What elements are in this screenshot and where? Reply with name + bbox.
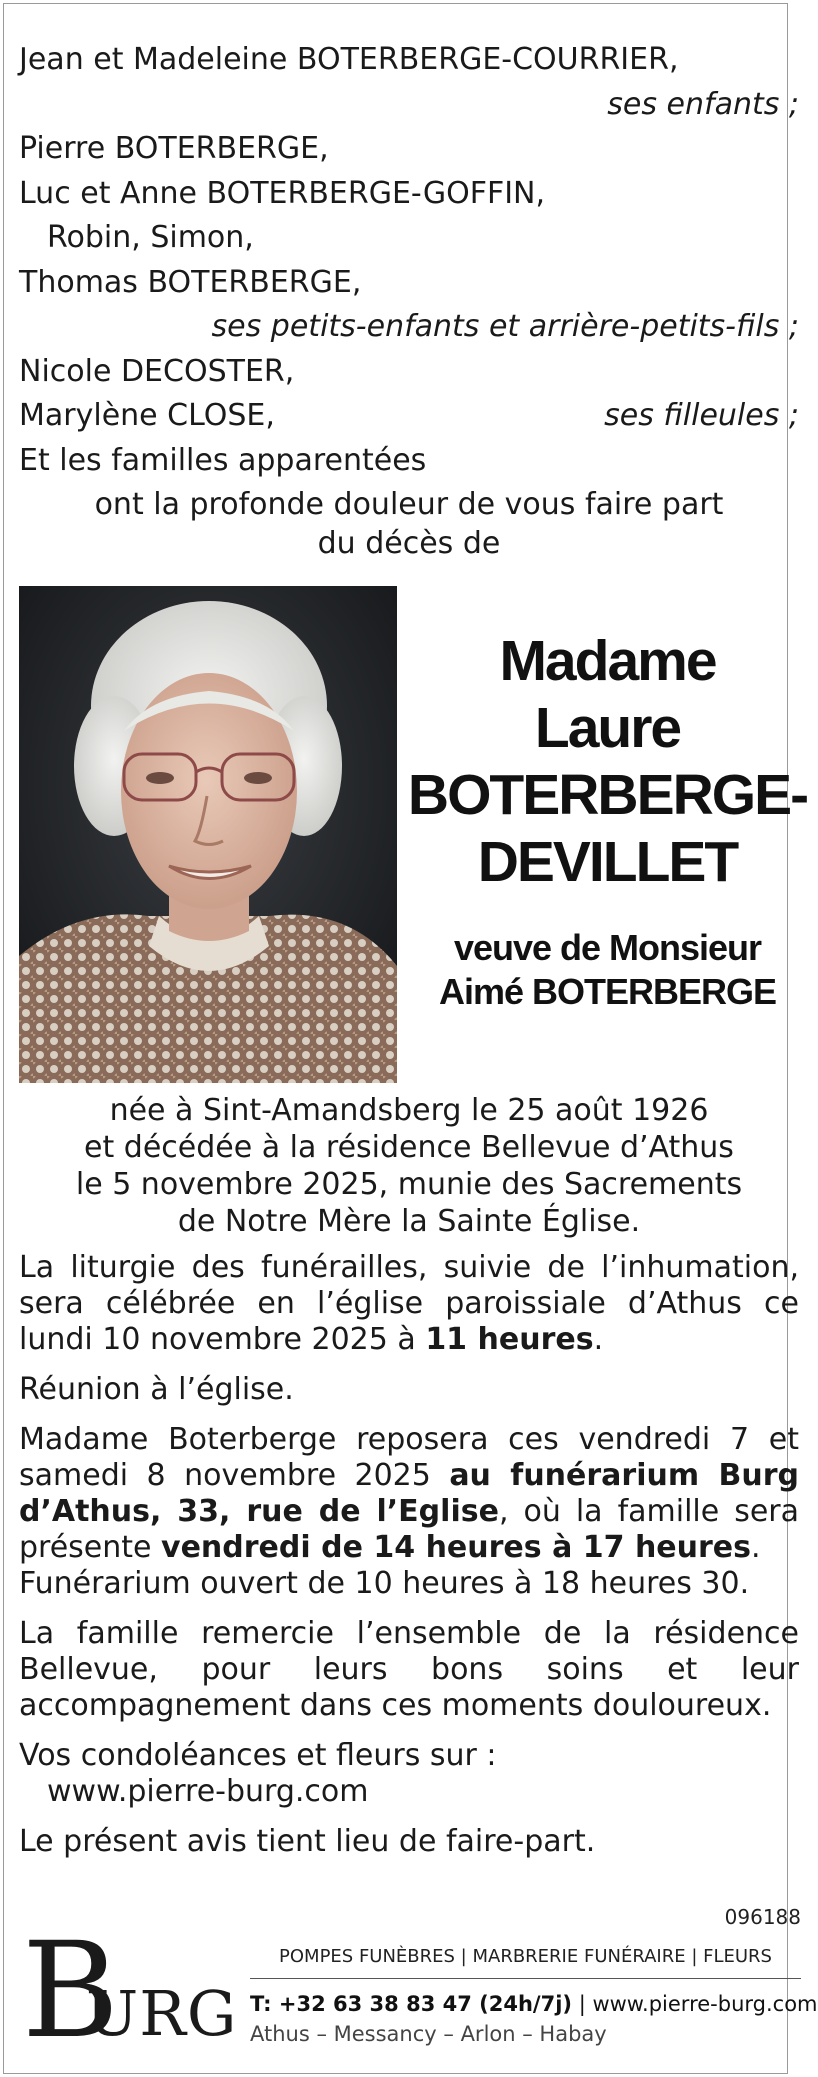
family-great-grandchildren: Robin, Simon, (47, 220, 254, 255)
family-grandchild-1: Pierre BOTERBERGE, (19, 131, 329, 166)
deceased-name-block (397, 628, 818, 1014)
footer-services: POMPES FUNÈBRES | MARBRERIE FUNÉRAIRE | FLEURS (250, 1944, 801, 1979)
footer-info (250, 1944, 818, 2049)
announcement-intro-2: du décès de (317, 526, 501, 561)
logo-letters-urg: URG (86, 1977, 238, 2050)
meeting-text: Réunion à l’église. (19, 1372, 294, 1407)
ceremony-paragraph (19, 1250, 799, 1358)
viewing-text-3: . (751, 1530, 761, 1565)
family-goddaughter-2: Marylène CLOSE, (19, 398, 275, 433)
thanks-paragraph: La famille remercie l’ensemble de la résidence Bellevue, pour leurs bons soins et leur accompagnement dans ces moments douloureux. (19, 1616, 799, 1723)
condolences-label: Vos condoléances et fleurs sur : (19, 1738, 497, 1773)
family-grandchild-3: Thomas BOTERBERGE, (19, 264, 362, 300)
deceased-portrait (19, 586, 397, 1083)
viewing-paragraph (19, 1422, 799, 1566)
footer-locations: Athus – Messancy – Arlon – Habay (250, 2022, 607, 2046)
viewing-text-1: Madame Boterberge reposera ces vendredi 7 et samedi 8 novembre 2025 (19, 1422, 799, 1493)
birth-death-details (19, 1092, 799, 1240)
footer-phone[interactable]: T: +32 63 38 83 47 (250, 1992, 480, 2016)
funerarium-hours: Funérarium ouvert de 10 heures à 18 heures 30. (19, 1566, 750, 1601)
deceased-title: Madame (499, 629, 716, 693)
details-line-4: de Notre Mère la Sainte Église. (177, 1204, 641, 1239)
burg-logo (22, 1914, 238, 2068)
widow-line-1: veuve de Monsieur (453, 927, 762, 968)
family-children: Jean et Madeleine BOTERBERGE-COURRIER, (19, 42, 679, 77)
deceased-surname-1: BOTERBERGE- (407, 763, 808, 827)
viewing-family-time: vendredi de 14 heures à 17 heures (161, 1530, 752, 1565)
details-line-1: née à Sint-Amandsberg le 25 août 1926 (109, 1093, 709, 1128)
family-children-role: ses enfants ; (607, 86, 799, 122)
faire-part-notice: Le présent avis tient lieu de faire-part. (19, 1824, 596, 1859)
obituary-details (19, 1092, 799, 1860)
announcement-intro-1: ont la profonde douleur de vous faire part (94, 487, 724, 522)
details-line-2: et décédée à la résidence Bellevue d’Athus (84, 1130, 734, 1165)
condolences-url[interactable]: www.pierre-burg.com (47, 1774, 369, 1809)
family-relatives: Et les familles apparentées (19, 442, 427, 478)
ceremony-time: 11 heures (425, 1322, 594, 1357)
ceremony-text: La liturgie des funérailles, suivie de l’inhumation, sera célébrée en l’église paroissiale d’Athus ce lundi 10 novembre 2025 à (19, 1250, 799, 1357)
family-grandchildren-role: ses petits-enfants et arrière-petits-fils ; (211, 309, 799, 344)
viewing-text-2: , où la famille sera présente (19, 1494, 800, 1565)
family-goddaughter-1: Nicole DECOSTER, (19, 353, 295, 389)
details-line-3: le 5 novembre 2025, munie des Sacrements (75, 1167, 743, 1202)
footer-website[interactable]: | www.pierre-burg.com (572, 1992, 818, 2016)
widow-line-2: Aimé BOTERBERGE (438, 971, 777, 1012)
family-goddaughters-row (19, 394, 799, 439)
family-goddaughters-role: ses filleules ; (604, 398, 799, 433)
viewing-location: au funérarium Burg d’Athus, 33, rue de l’Eglise (19, 1458, 799, 1529)
reference-number: 096188 (724, 1905, 801, 1929)
footer-phone-hours: (24h/7j) (479, 1992, 573, 2016)
deceased-surname-2: DEVILLET (477, 830, 738, 894)
deceased-first-name: Laure (534, 696, 681, 760)
family-grandchild-2: Luc et Anne BOTERBERGE-GOFFIN, (19, 175, 546, 211)
ceremony-end: . (593, 1322, 604, 1357)
footer-contact (250, 1989, 818, 2019)
logo-letter-b: B (22, 1914, 120, 2068)
portrait-image (19, 586, 397, 1083)
family-list (19, 38, 799, 561)
